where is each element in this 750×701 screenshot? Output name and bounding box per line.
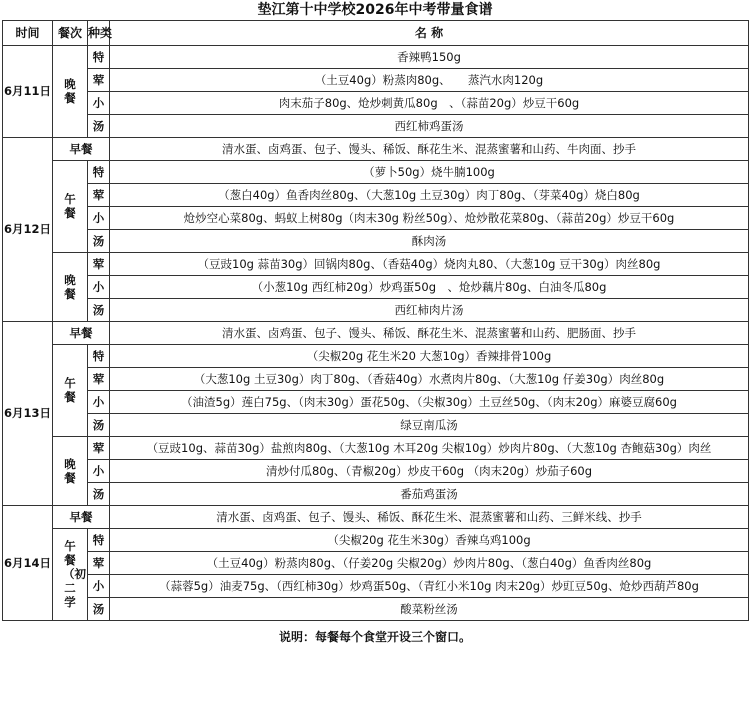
kind-cell: 小 — [88, 575, 110, 598]
dish-cell: 酸菜粉丝汤 — [110, 598, 749, 621]
dish-cell: （土豆40g）粉蒸肉80g、 蒸汽水肉120g — [110, 69, 749, 92]
kind-cell: 小 — [88, 207, 110, 230]
table-row — [3, 391, 749, 414]
dish-cell: （土豆40g）粉蒸肉80g、（仔姜20g 尖椒20g）炒肉片80g、（葱白40g）鱼香肉丝80g — [110, 552, 749, 575]
kind-cell: 荤 — [88, 253, 110, 276]
kind-cell: 小 — [88, 276, 110, 299]
header-name: 名 称 — [110, 21, 749, 46]
dish-cell: 绿豆南瓜汤 — [110, 414, 749, 437]
dish-cell: 清水蛋、卤鸡蛋、包子、馒头、稀饭、酥花生米、混蒸蜜薯和山药、牛肉面、抄手 — [110, 138, 749, 161]
dish-cell: （大葱10g 土豆30g）肉丁80g、（香菇40g）水煮肉片80g、（大葱10g 仔姜30g）肉丝80g — [110, 368, 749, 391]
dish-cell: 清水蛋、卤鸡蛋、包子、馒头、稀饭、酥花生米、混蒸蜜薯和山药、三鲜米线、抄手 — [110, 506, 749, 529]
kind-cell: 小 — [88, 460, 110, 483]
dish-cell: 西红柿鸡蛋汤 — [110, 115, 749, 138]
table-row — [3, 207, 749, 230]
table-row — [3, 437, 749, 460]
table-row — [3, 230, 749, 253]
date-cell: 6月13日 — [3, 322, 53, 506]
dish-cell: 炝炒空心菜80g、蚂蚁上树80g（肉末30g 粉丝50g）、炝炒散花菜80g、（蒜苗20g）炒豆干60g — [110, 207, 749, 230]
table-row — [3, 184, 749, 207]
table-row — [3, 276, 749, 299]
kind-cell: 荤 — [88, 184, 110, 207]
table-row — [3, 299, 749, 322]
kind-cell: 特 — [88, 529, 110, 552]
dish-cell: （豆豉10g 蒜苗30g）回锅肉80g、（香菇40g）烧肉丸80、（大葱10g 豆干30g）肉丝80g — [110, 253, 749, 276]
meal-cell: 晚餐 — [53, 46, 88, 138]
table-row — [3, 115, 749, 138]
table-row — [3, 506, 749, 529]
dish-cell: 清水蛋、卤鸡蛋、包子、馒头、稀饭、酥花生米、混蒸蜜薯和山药、肥肠面、抄手 — [110, 322, 749, 345]
table-row — [3, 483, 749, 506]
table-row — [3, 414, 749, 437]
dish-cell: 清炒付瓜80g、（青椒20g）炒皮干60g （肉末20g）炒茄子60g — [110, 460, 749, 483]
dish-cell: 香辣鸭150g — [110, 46, 749, 69]
page-title: 垫江第十中学校2026年中考带量食谱 — [257, 2, 493, 18]
dish-cell: 番茄鸡蛋汤 — [110, 483, 749, 506]
kind-cell: 汤 — [88, 598, 110, 621]
table-row — [3, 552, 749, 575]
dish-cell: （萝卜50g）烧牛腩100g — [110, 161, 749, 184]
table-row — [3, 46, 749, 69]
kind-cell: 荤 — [88, 552, 110, 575]
dish-cell: 西红柿肉片汤 — [110, 299, 749, 322]
kind-cell: 汤 — [88, 115, 110, 138]
meal-cell: 早餐 — [53, 322, 110, 345]
table-row — [3, 529, 749, 552]
kind-cell: 荤 — [88, 69, 110, 92]
dish-cell: （蒜蓉5g）油麦75g、（西红柿30g）炒鸡蛋50g、（青红小米10g 肉末20g）炒豇豆50g、炝炒西葫芦80g — [110, 575, 749, 598]
date-cell: 6月11日 — [3, 46, 53, 138]
date-cell: 6月12日 — [3, 138, 53, 322]
table-row — [3, 322, 749, 345]
dish-cell: （豆豉10g、蒜苗30g）盐煎肉80g、（大葱10g 木耳20g 尖椒10g）炒肉片80g、（大葱10g 杏鲍菇30g）肉丝 — [110, 437, 749, 460]
kind-cell: 汤 — [88, 299, 110, 322]
date-cell: 6月14日 — [3, 506, 53, 621]
meal-cell: 午餐 — [53, 161, 88, 253]
table-row — [3, 575, 749, 598]
meal-cell: 午餐 — [53, 345, 88, 437]
header-time: 时间 — [3, 21, 53, 46]
kind-cell: 小 — [88, 92, 110, 115]
kind-cell: 特 — [88, 345, 110, 368]
meal-cell: 晚餐 — [53, 437, 88, 506]
kind-cell: 汤 — [88, 414, 110, 437]
footnote: 说明：每餐每个食堂开设三个窗口。 — [278, 630, 471, 644]
dish-cell: （葱白40g）鱼香肉丝80g、（大葱10g 土豆30g）肉丁80g、（芽菜40g）烧白80g — [110, 184, 749, 207]
header-meal: 餐次 — [53, 21, 88, 46]
kind-cell: 特 — [88, 161, 110, 184]
kind-cell: 汤 — [88, 230, 110, 253]
kind-cell: 汤 — [88, 483, 110, 506]
table-row — [3, 345, 749, 368]
kind-cell: 荤 — [88, 437, 110, 460]
menu-table — [2, 20, 749, 621]
dish-cell: 酥肉汤 — [110, 230, 749, 253]
meal-cell: 午餐（初二学 — [53, 529, 88, 621]
header-row — [3, 21, 749, 46]
meal-cell: 早餐 — [53, 138, 110, 161]
dish-cell: （尖椒20g 花生米20 大葱10g）香辣排骨100g — [110, 345, 749, 368]
meal-cell: 早餐 — [53, 506, 110, 529]
dish-cell: 肉末茄子80g、炝炒刺黄瓜80g 、（蒜苗20g）炒豆干60g — [110, 92, 749, 115]
table-row — [3, 253, 749, 276]
dish-cell: （小葱10g 西红柿20g）炒鸡蛋50g 、炝炒藕片80g、白油冬瓜80g — [110, 276, 749, 299]
table-row — [3, 161, 749, 184]
meal-cell: 晚餐 — [53, 253, 88, 322]
table-row — [3, 368, 749, 391]
table-row — [3, 598, 749, 621]
table-row — [3, 460, 749, 483]
table-row — [3, 69, 749, 92]
kind-cell: 特 — [88, 46, 110, 69]
table-row — [3, 92, 749, 115]
kind-cell: 荤 — [88, 368, 110, 391]
table-row — [3, 138, 749, 161]
kind-cell: 小 — [88, 391, 110, 414]
header-kind: 种类 — [88, 21, 110, 46]
dish-cell: （油渣5g）莲白75g、（肉末30g）蛋花50g、（尖椒30g）土豆丝50g、（肉末20g）麻婆豆腐60g — [110, 391, 749, 414]
dish-cell: （尖椒20g 花生米30g）香辣乌鸡100g — [110, 529, 749, 552]
